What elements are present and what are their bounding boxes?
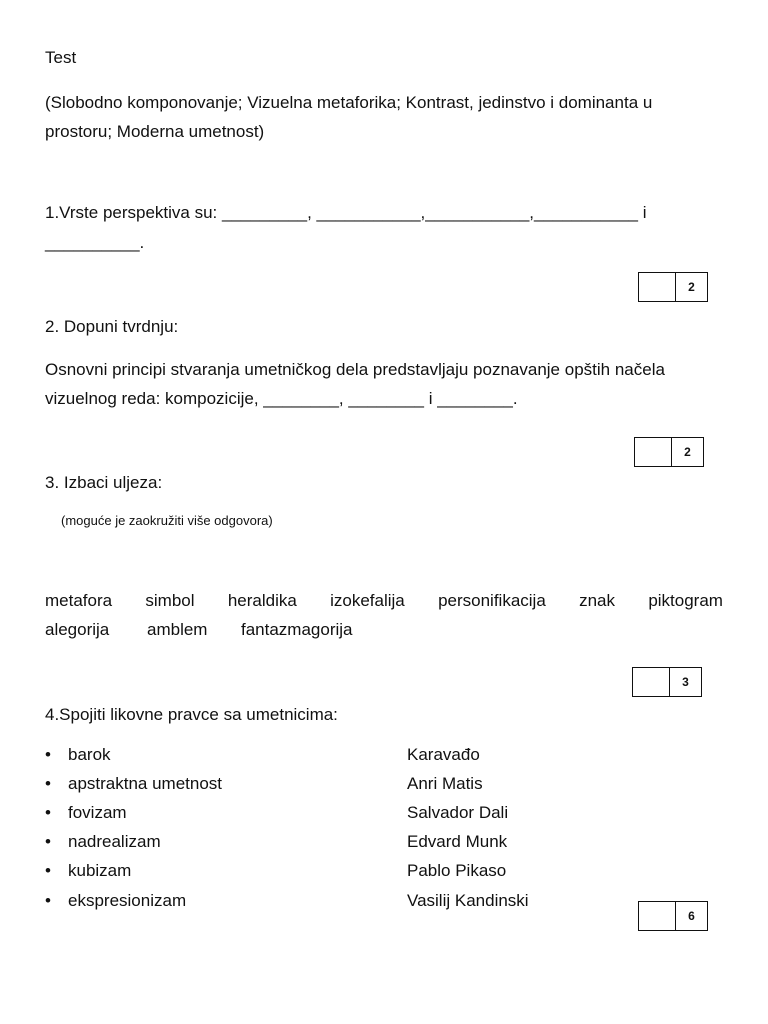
q4-heading: 4.Spojiti likovne pravce sa umetnicima: xyxy=(45,705,338,724)
q2-score-blank[interactable] xyxy=(635,438,672,466)
bullet-icon: • xyxy=(45,803,51,822)
q4-artist[interactable]: Vasilij Kandinski xyxy=(407,891,529,910)
test-title: Test xyxy=(45,48,77,67)
q3-word[interactable]: heraldika xyxy=(227,591,297,610)
q3-word[interactable]: alegorija xyxy=(45,620,110,639)
q3-word[interactable]: metafora xyxy=(45,591,113,610)
q2-points: 2 xyxy=(684,445,691,459)
q3-word[interactable]: piktogram xyxy=(648,591,723,610)
q4-style[interactable]: barok xyxy=(68,745,111,764)
q1-points: 2 xyxy=(688,280,695,294)
q2-text: Osnovni principi stvaranja umetničkog dela predstavljaju poznavanje opštih načela vizuelnog reda: kompozicije, ________, ________ i ________. xyxy=(45,360,665,408)
q4-style[interactable]: ekspresionizam xyxy=(68,891,187,910)
bullet-icon: • xyxy=(45,745,51,764)
q4-artist[interactable]: Pablo Pikaso xyxy=(407,861,507,880)
q4-score-blank[interactable] xyxy=(639,902,676,930)
q3-heading: 3. Izbaci uljeza: xyxy=(45,473,163,492)
q1-score-box xyxy=(638,272,708,302)
q3-note: (moguće je zaokružiti više odgovora) xyxy=(61,513,273,528)
q3-word[interactable]: amblem xyxy=(147,620,208,639)
q4-style[interactable]: kubizam xyxy=(68,861,132,880)
q4-style[interactable]: nadrealizam xyxy=(68,832,161,851)
q4-artist[interactable]: Salvador Dali xyxy=(407,803,509,822)
q1-line2: __________. xyxy=(45,233,145,252)
q3-word[interactable]: personifikacija xyxy=(438,591,546,610)
q3-word[interactable]: znak xyxy=(579,591,616,610)
q4-style[interactable]: fovizam xyxy=(68,803,127,822)
q4-points: 6 xyxy=(688,909,695,923)
q3-score-box xyxy=(632,667,702,697)
q3-points: 3 xyxy=(682,675,689,689)
q4-artist[interactable]: Karavađo xyxy=(407,745,480,764)
test-subtitle: (Slobodno komponovanje; Vizuelna metaforika; Kontrast, jedinstvo i dominanta u prostoru; Moderna umetnost) xyxy=(45,93,653,141)
q3-word[interactable]: simbol xyxy=(145,591,195,610)
bullet-icon: • xyxy=(45,891,51,910)
q4-artist[interactable]: Edvard Munk xyxy=(407,832,508,851)
bullet-icon: • xyxy=(45,774,51,793)
bullet-icon: • xyxy=(45,832,51,851)
q4-score-box xyxy=(638,901,708,931)
bullet-icon: • xyxy=(45,861,51,880)
q2-score-box xyxy=(634,437,704,467)
q4-style[interactable]: apstraktna umetnost xyxy=(68,774,223,793)
q1-score-blank[interactable] xyxy=(639,273,676,301)
q3-word[interactable]: fantazmagorija xyxy=(241,620,353,639)
q1-line1: 1.Vrste perspektiva su: _________, ___________,___________,___________ i xyxy=(45,203,647,222)
q3-word-row-1 xyxy=(45,591,723,611)
q2-heading: 2. Dopuni tvrdnju: xyxy=(45,317,179,336)
q4-artist[interactable]: Anri Matis xyxy=(407,774,483,793)
q3-word[interactable]: izokefalija xyxy=(330,591,405,610)
q3-score-blank[interactable] xyxy=(633,668,670,696)
